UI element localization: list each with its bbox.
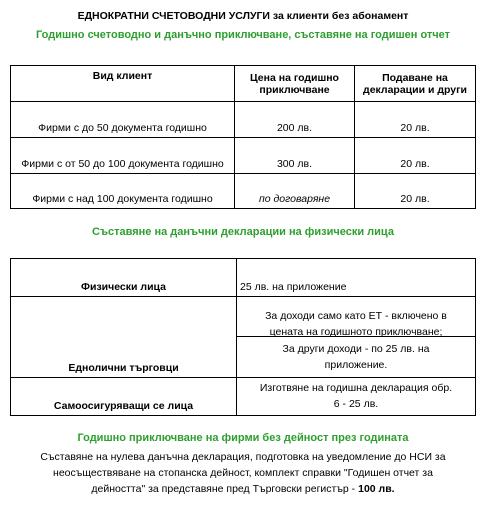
- table-row: [11, 377, 476, 415]
- cell-price: 200 лв.: [235, 102, 355, 138]
- cell-price: 300 лв.: [235, 138, 355, 174]
- section-title-inactive-companies: Годишно приключване на фирми без дейност през годината: [77, 432, 409, 444]
- cell-price: по договаряне: [235, 174, 355, 209]
- page-title: ЕДНОКРАТНИ СЧЕТОВОДНИ УСЛУГИ за клиенти без абонамент: [77, 10, 409, 22]
- section-title-individual-declarations: Съставяне на данъчни декларации на физически лица: [92, 226, 394, 238]
- table-row: [11, 297, 476, 378]
- cell-value-individuals: 25 лв. на приложение: [237, 259, 476, 297]
- header-declarations: Подаване на декларации и други: [355, 66, 476, 102]
- cell-other: 20 лв.: [355, 138, 476, 174]
- cell-label-individuals: Физически лица: [11, 259, 237, 297]
- table-row: [11, 259, 476, 297]
- cell-value-sole-traders: [237, 297, 476, 378]
- cell-label-self-insured: Самоосигуряващи се лица: [11, 377, 237, 415]
- pricing-table-annual: [10, 65, 476, 209]
- section-subtitle-annual-closing: Годишно счетоводно и данъчно приключване, съставяне на годишен отчет: [35, 29, 451, 41]
- header-client-type: Вид клиент: [11, 66, 235, 102]
- inactive-companies-price: 100 лв.: [358, 483, 395, 495]
- header-annual-price: Цена на годишно приключване: [235, 66, 355, 102]
- table-row: [11, 102, 476, 138]
- table-header-row: [11, 66, 476, 102]
- sole-traders-note-a: За доходи само като ЕТ - включено в цената на годишното приключване;: [237, 297, 475, 337]
- cell-label-sole-traders: Еднолични търговци: [11, 297, 237, 378]
- cell-other: 20 лв.: [355, 102, 476, 138]
- cell-other: 20 лв.: [355, 174, 476, 209]
- cell-client: Фирми с до 50 документа годишно: [11, 102, 235, 138]
- table-row: [11, 138, 476, 174]
- table-row: [11, 174, 476, 209]
- pricing-table-declarations: [10, 258, 476, 416]
- sole-traders-note-b: За други доходи - по 25 лв. на приложение.: [282, 343, 430, 372]
- cell-client: Фирми с от 50 до 100 документа годишно: [11, 138, 235, 174]
- inactive-companies-description: Съставяне на нулева данъчна декларация, подготовка на уведомление до НСИ за неосъществяване на стопанска дейност, комплект справки "Годишен отчет за дейността" за представяне пред Търговски регистър - 100 лв.: [40, 451, 446, 495]
- cell-value-self-insured: Изготвяне на годишна декларация обр. 6 - 25 лв.: [237, 377, 476, 415]
- cell-client: Фирми с над 100 документа годишно: [11, 174, 235, 209]
